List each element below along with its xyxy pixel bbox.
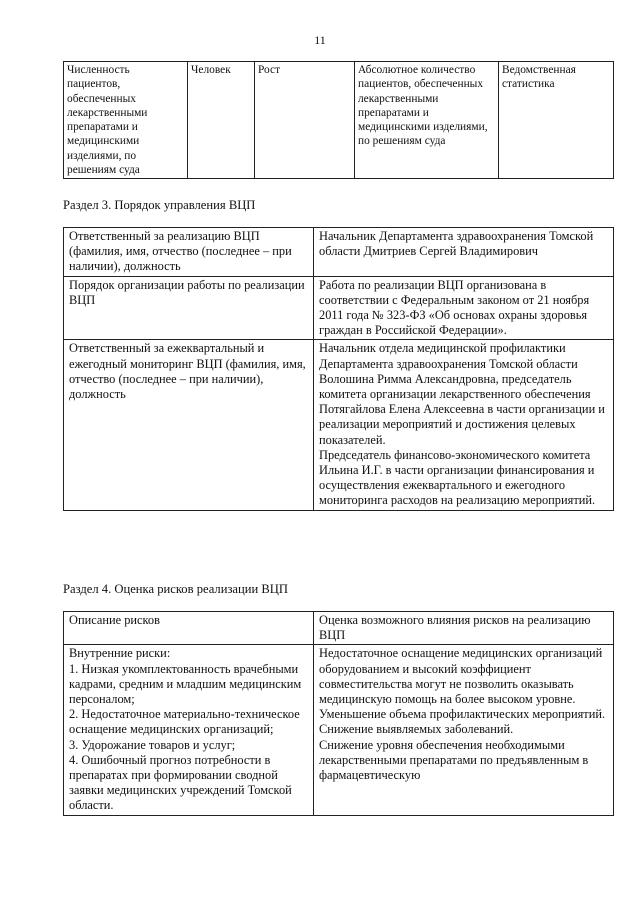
impact-header-cell: Оценка возможного влияния рисков на реализацию ВЦП bbox=[314, 612, 614, 645]
monitoring-value-text-2: Председатель финансово-экономического комитета Ильина И.Г. в части организации финансирования и осуществления ежеквартального и ежегодного мониторинга расходов на реализацию мероприятий. bbox=[319, 447, 596, 508]
indicator-name-cell: Численность пациентов, обеспеченных лекарственными препаратами и медицинскими изделиями, по решениям суда bbox=[64, 62, 188, 179]
monitoring-label-cell: Ответственный за ежеквартальный и ежегодный мониторинг ВЦП (фамилия, имя, отчество (последнее – при наличии), должность bbox=[64, 340, 314, 510]
table-header-row bbox=[64, 612, 614, 645]
responsible-value-cell bbox=[314, 228, 614, 277]
list-item: Уменьшение объема профилактических мероприятий. bbox=[319, 707, 606, 722]
procedure-value-text: Работа по реализации ВЦП организована в соответствии с Федеральным законом от 21 ноября 2011 года № 323-ФЗ «Об основах охраны здоровья граждан в Российской Федерации». bbox=[319, 277, 590, 338]
table-row bbox=[64, 62, 614, 179]
formula-cell: Абсолютное количество пациентов, обеспеченных лекарственными препаратами и медицинскими изделиями, по решениям суда bbox=[355, 62, 499, 179]
risks-header-cell: Описание рисков bbox=[64, 612, 314, 645]
management-table bbox=[63, 227, 614, 511]
list-item: Недостаточное оснащение медицинских организаций оборудованием и высокий коэффициент совместительства могут не позволить оказывать медицинскую помощь на более высоком уровне. bbox=[319, 646, 603, 707]
table-row bbox=[64, 228, 614, 277]
list-item: Внутренние риски: bbox=[69, 646, 171, 661]
list-item: 3. Удорожание товаров и услуг; bbox=[69, 737, 236, 752]
section4-title: Раздел 4. Оценка рисков реализации ВЦП bbox=[63, 582, 288, 596]
unit-cell: Человек bbox=[188, 62, 255, 179]
page-number: 11 bbox=[314, 33, 326, 47]
list-item: 2. Недостаточное материально-техническое оснащение медицинских организаций; bbox=[69, 707, 300, 737]
risks-table bbox=[63, 611, 614, 816]
responsible-value-text: Начальник Департамента здравоохранения Томской области Дмитриев Сергей Владимирович bbox=[319, 229, 594, 259]
monitoring-value-cell bbox=[314, 340, 614, 510]
indicator-table bbox=[63, 61, 614, 179]
risks-list-cell bbox=[64, 645, 314, 815]
impacts-list-cell bbox=[314, 645, 614, 815]
list-item: Снижение выявляемых заболеваний. bbox=[319, 722, 514, 737]
procedure-label-cell: Порядок организации работы по реализации ВЦП bbox=[64, 276, 314, 340]
section3-title: Раздел 3. Порядок управления ВЦП bbox=[63, 198, 256, 212]
list-item: 1. Низкая укомплектованность врачебными кадрами, средним и младшим медицинским персоналом; bbox=[69, 661, 302, 707]
procedure-value-cell bbox=[314, 276, 614, 340]
list-item: 4. Ошибочный прогноз потребности в препаратах при формировании сводной заявки медицинских учреждений Томской области. bbox=[69, 752, 292, 813]
list-item: Снижение уровня обеспечения необходимыми лекарственными препаратами по предъявленным в фармацевтическую bbox=[319, 737, 589, 783]
table-row bbox=[64, 276, 614, 340]
table-row bbox=[64, 340, 614, 510]
table-row bbox=[64, 645, 614, 815]
responsible-label-cell: Ответственный за реализацию ВЦП (фамилия, имя, отчество (последнее – при наличии), должность bbox=[64, 228, 314, 277]
trend-cell: Рост bbox=[255, 62, 355, 179]
monitoring-value-text-1: Начальник отдела медицинской профилактики Департамента здравоохранения Томской области Волошина Римма Александровна, председатель комитета организации лекарственного обеспечения Потягайлова Елена Алексеевна в части организации и реализации мероприятий и достижения целевых показателей. bbox=[319, 341, 605, 447]
source-cell: Ведомственная статистика bbox=[499, 62, 614, 179]
